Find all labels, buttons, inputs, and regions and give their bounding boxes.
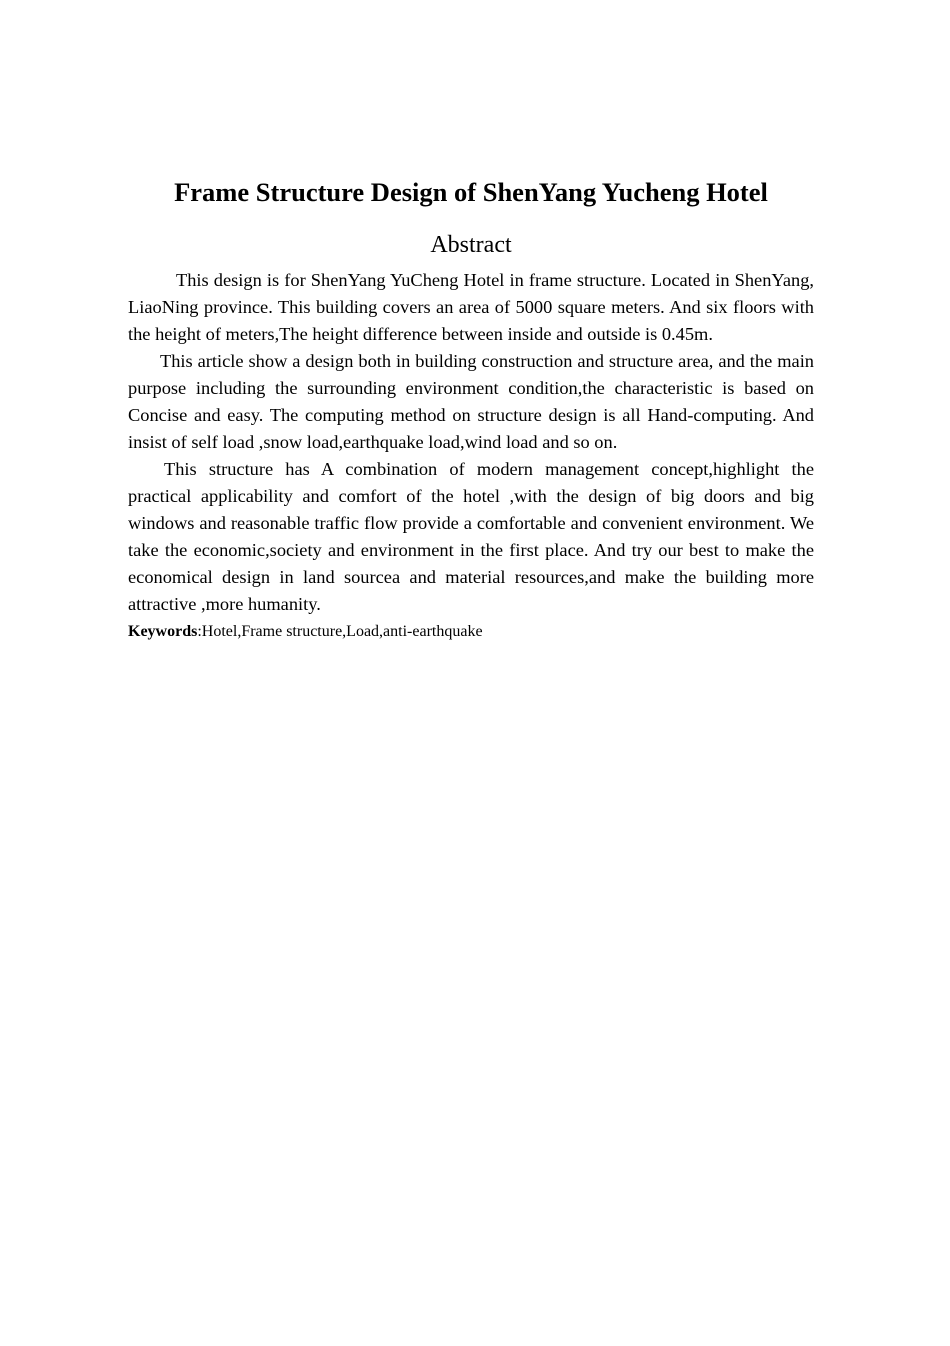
abstract-paragraph-1: This design is for ShenYang YuCheng Hotel in frame structure. Located in ShenYang, LiaoNing province. This building covers an area of 5000 square meters. And six floors with the height of meters,The height difference between inside and outside is 0.45m. (128, 270, 814, 344)
abstract-body (128, 267, 814, 645)
keywords-list: :Hotel,Frame structure,Load,anti-earthquake (197, 623, 483, 640)
abstract-paragraph-3: This structure has A combination of modern management concept,highlight the practical applicability and comfort of the hotel ,with the design of big doors and big windows and reasonable traffic flow provide a comfortable and convenient environment. We take the economic,society and environment in the first place. And try our best to make the economical design in land sourcea and material resources,and make the building more attractive ,more humanity. (128, 459, 814, 614)
document-page (128, 174, 814, 645)
abstract-paragraph-2: This article show a design both in building construction and structure area, and the main purpose including the surrounding environment condition,the characteristic is based on Concise and easy. The computing method on structure design is all Hand-computing. And insist of self load ,snow load,earthquake load,wind load and so on. (128, 351, 814, 452)
abstract-heading: Abstract (430, 232, 512, 258)
keywords-label: Keywords (128, 623, 198, 640)
keywords-line (128, 619, 814, 645)
document-title: Frame Structure Design of ShenYang Yucheng Hotel (174, 177, 768, 207)
